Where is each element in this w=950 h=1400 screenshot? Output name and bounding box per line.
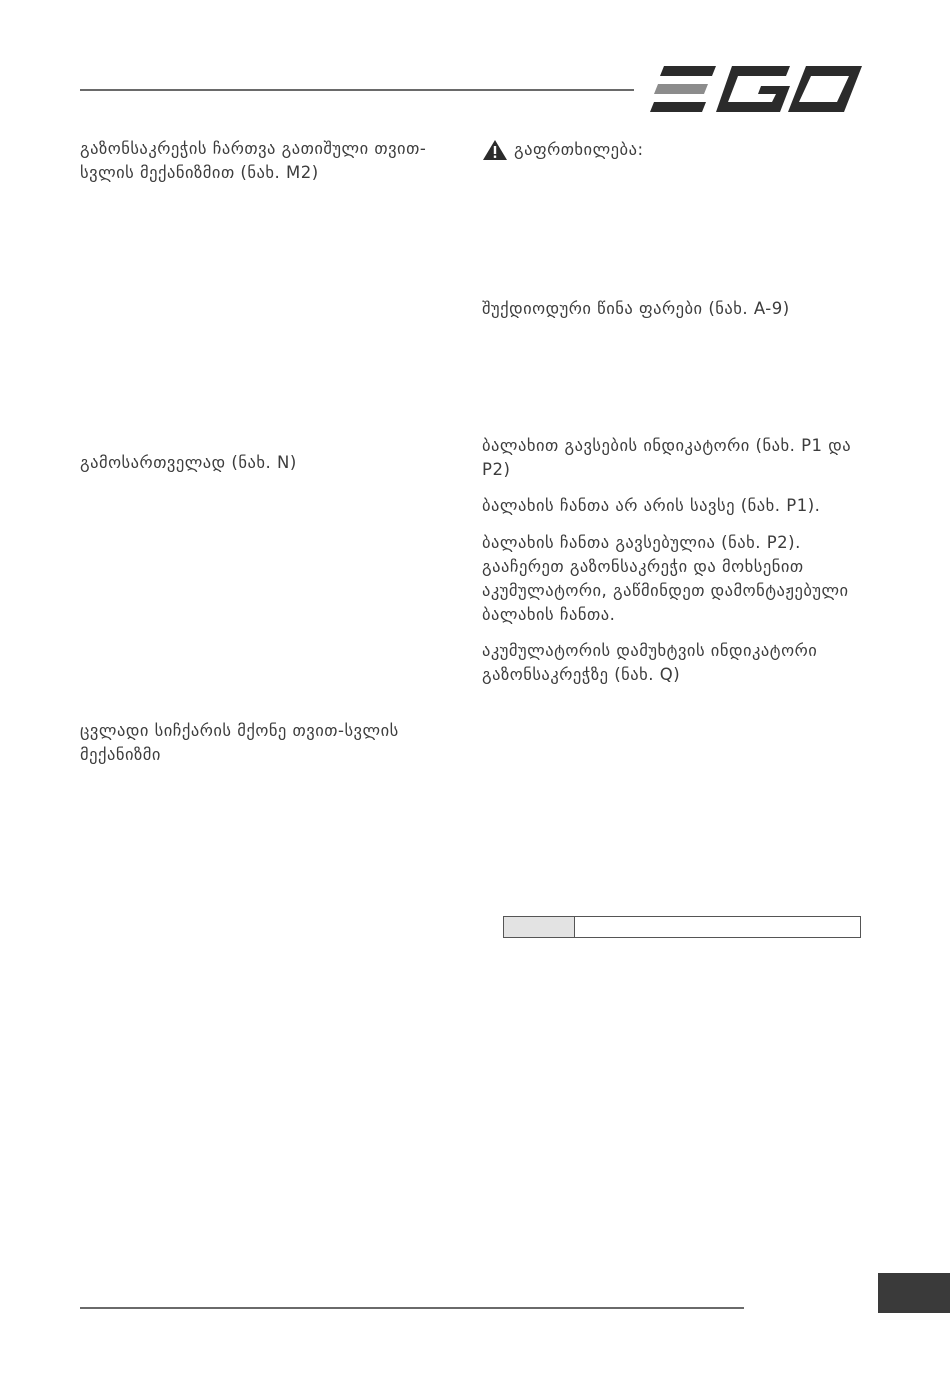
warning-icon xyxy=(482,139,508,161)
header-rule xyxy=(80,89,634,91)
spec-table-label-cell xyxy=(504,917,575,937)
heading-variable-speed: ცვლადი სიჩქარის მქონე თვით-სვლის მექანიზმი xyxy=(80,721,399,764)
spec-table-value-cell xyxy=(575,917,860,937)
spec-table xyxy=(503,916,861,938)
language-page-tab xyxy=(878,1273,950,1313)
heading-self-propel-disabled: გაზონსაკრეჭის ჩართვა გათიშული თვით-სვლის მექანიზმით (ნახ. M2) xyxy=(80,139,427,182)
heading-turn-off: გამოსართველად (ნახ. N) xyxy=(80,453,297,472)
heading-battery-indicator: აკუმულატორის დამუხტვის ინდიკატორი გაზონსაკრეჭზე (ნახ. Q) xyxy=(482,641,818,684)
heading-grass-full-indicator: ბალახით გავსების ინდიკატორი (ნახ. P1 და P2) xyxy=(482,436,852,479)
warning-heading xyxy=(482,138,644,162)
footer-rule xyxy=(80,1307,744,1309)
warning-label: გაფრთხილება: xyxy=(514,140,644,159)
heading-bag-not-full: ბალახის ჩანთა არ არის სავსე (ნახ. P1). xyxy=(482,496,821,515)
ego-logo xyxy=(650,66,862,112)
heading-bag-full: ბალახის ჩანთა გავსებულია (ნახ. P2). გააჩერეთ გაზონსაკრეჭი და მოხსენით აკუმულატორი, გაწმინდეთ დამონტაჟებული ბალახის ჩანთა. xyxy=(482,533,849,624)
heading-led-headlights: შუქდიოდური წინა ფარები (ნახ. A-9) xyxy=(482,299,790,318)
